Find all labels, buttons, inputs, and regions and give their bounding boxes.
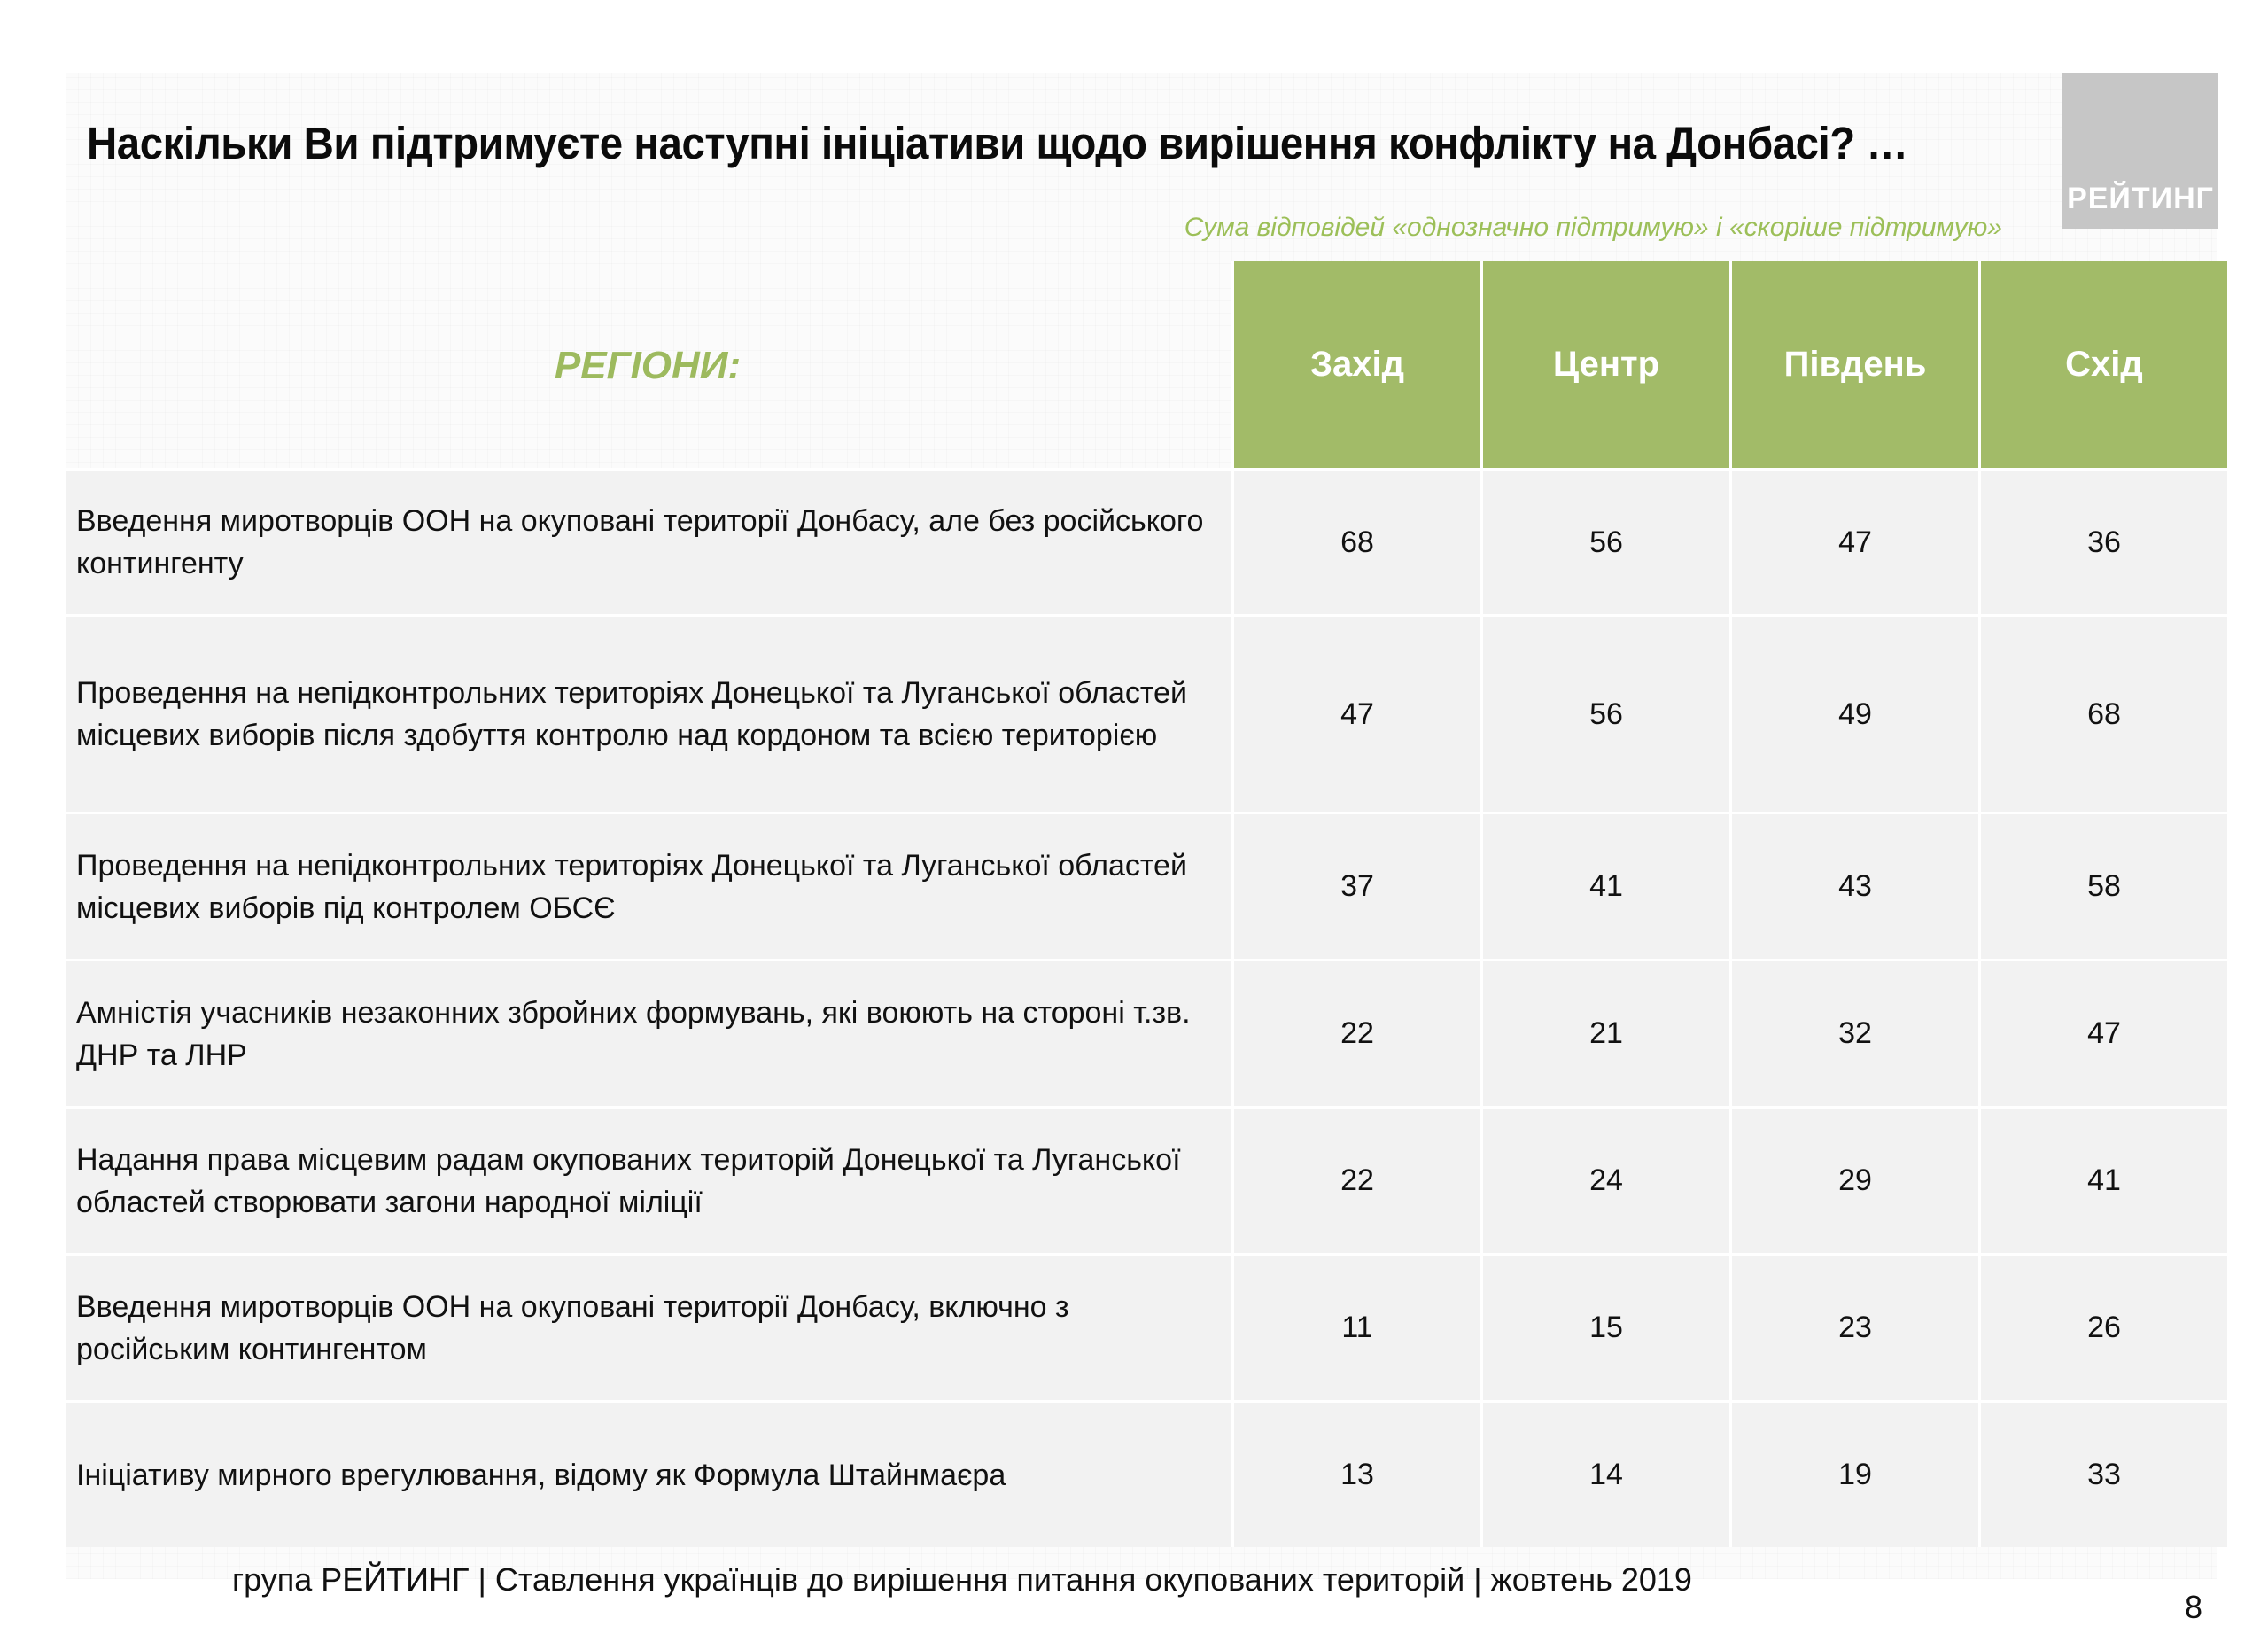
column-header: Схід <box>1978 261 2227 468</box>
table-row <box>66 1400 2227 1547</box>
page-title: Наскільки Ви підтримуєте наступні ініціативи щодо вирішення конфлікту на Донбасі? … <box>87 118 1908 168</box>
value-cell: 13 <box>1231 1400 1480 1547</box>
row-label: Введення миротворців ООН на окуповані території Донбасу, включно з російським контингентом <box>66 1253 1231 1400</box>
row-label: Проведення на непідконтрольних територіях Донецької та Луганської областей місцевих виборів після здобуття контролю над кордоном та всією територією <box>66 614 1231 812</box>
value-cell: 24 <box>1480 1106 1729 1253</box>
value-cell: 23 <box>1729 1253 1978 1400</box>
column-header: Захід <box>1231 261 1480 468</box>
value-cell: 68 <box>1978 614 2227 812</box>
logo-text: РЕЙТИНГ <box>2067 182 2214 215</box>
row-label: Введення миротворців ООН на окуповані території Донбасу, але без російського контингенту <box>66 468 1231 614</box>
column-header: Південь <box>1729 261 1978 468</box>
value-cell: 14 <box>1480 1400 1729 1547</box>
value-cell: 43 <box>1729 812 1978 959</box>
value-cell: 41 <box>1978 1106 2227 1253</box>
table-row <box>66 959 2227 1106</box>
value-cell: 33 <box>1978 1400 2227 1547</box>
chart-subtitle: Сума відповідей «однозначно підтримую» і «скоріше підтримую» <box>1184 213 2002 242</box>
table-body <box>66 468 2227 1547</box>
column-header: Центр <box>1480 261 1729 468</box>
regions-label: РЕГІОНИ: <box>554 344 742 387</box>
value-cell: 47 <box>1231 614 1480 812</box>
table-row <box>66 468 2227 614</box>
value-cell: 58 <box>1978 812 2227 959</box>
value-cell: 56 <box>1480 614 1729 812</box>
value-cell: 47 <box>1978 959 2227 1106</box>
value-cell: 36 <box>1978 468 2227 614</box>
value-cell: 15 <box>1480 1253 1729 1400</box>
table-row <box>66 812 2227 959</box>
value-cell: 56 <box>1480 468 1729 614</box>
row-label: Проведення на непідконтрольних територіях Донецької та Луганської областей місцевих виборів під контролем ОБСЄ <box>66 812 1231 959</box>
value-cell: 19 <box>1729 1400 1978 1547</box>
rating-logo <box>2062 73 2218 229</box>
value-cell: 32 <box>1729 959 1978 1106</box>
row-label: Ініціативу мирного врегулювання, відому як Формула Штайнмаєра <box>66 1400 1231 1547</box>
row-label: Надання права місцевим радам окупованих територій Донецької та Луганської областей створювати загони народної міліції <box>66 1106 1231 1253</box>
value-cell: 22 <box>1231 959 1480 1106</box>
table-row <box>66 1253 2227 1400</box>
value-cell: 68 <box>1231 468 1480 614</box>
footer-text: група РЕЙТИНГ | Ставлення українців до вирішення питання окупованих територій | жовтень 2019 <box>232 1561 1692 1598</box>
value-cell: 26 <box>1978 1253 2227 1400</box>
value-cell: 49 <box>1729 614 1978 812</box>
value-cell: 41 <box>1480 812 1729 959</box>
value-cell: 29 <box>1729 1106 1978 1253</box>
table-row <box>66 614 2227 812</box>
value-cell: 11 <box>1231 1253 1480 1400</box>
value-cell: 47 <box>1729 468 1978 614</box>
value-cell: 22 <box>1231 1106 1480 1253</box>
table-row <box>66 1106 2227 1253</box>
value-cell: 37 <box>1231 812 1480 959</box>
value-cell: 21 <box>1480 959 1729 1106</box>
row-label: Амністія учасників незаконних збройних формувань, які воюють на стороні т.зв. ДНР та ЛНР <box>66 959 1231 1106</box>
page-number: 8 <box>2185 1589 2203 1625</box>
